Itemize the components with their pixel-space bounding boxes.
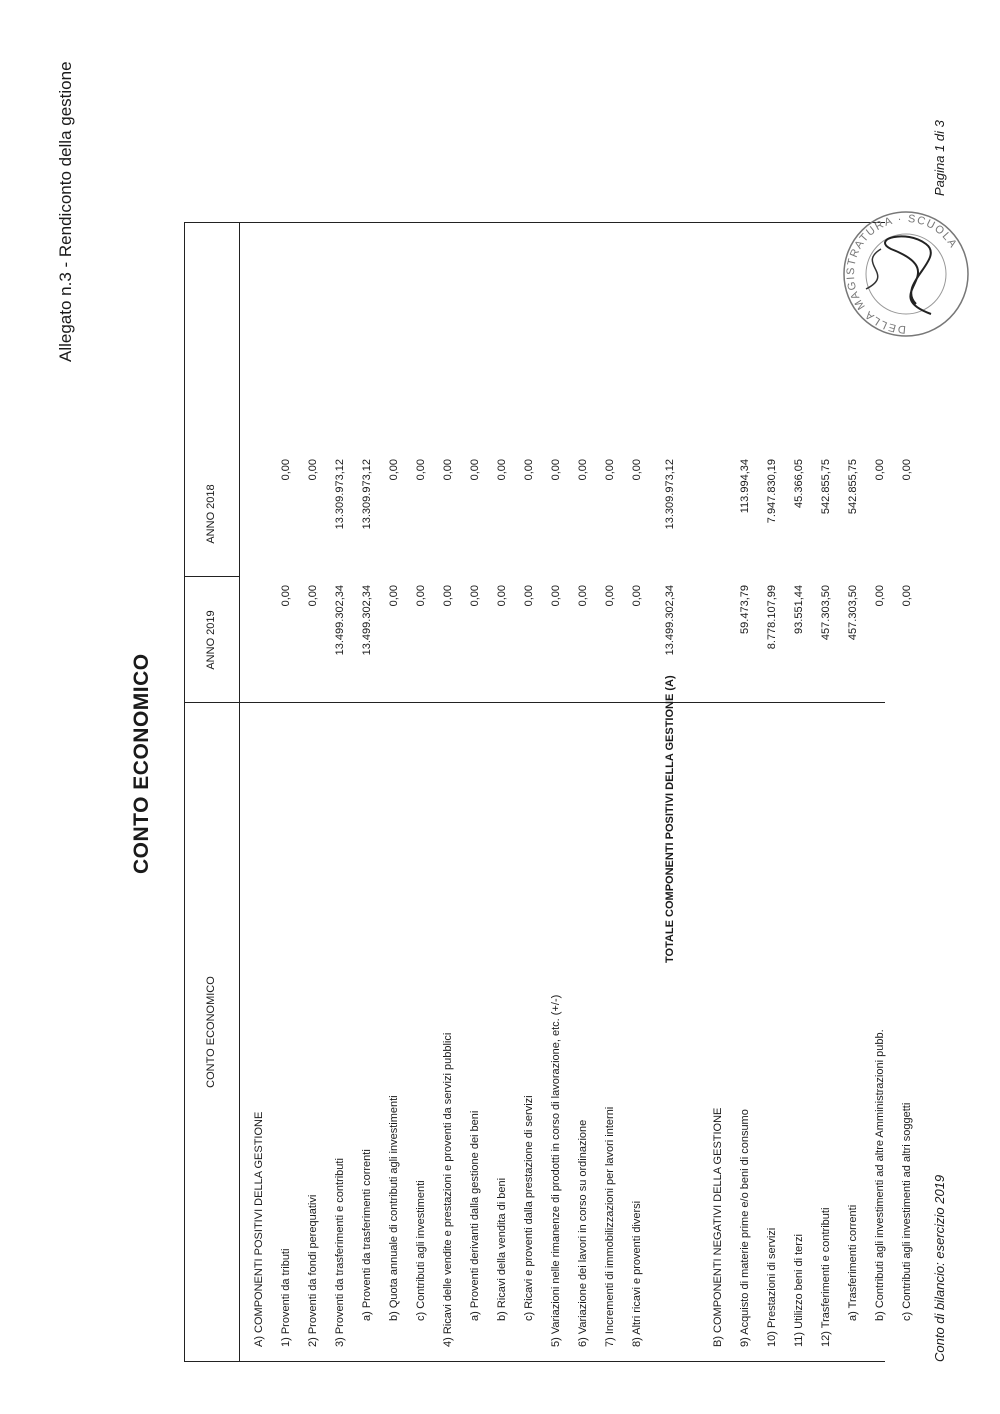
row-label: 4) Ricavi delle vendite e prestazioni e proventi da servizi pubblici	[442, 1032, 454, 1347]
value-2018: 13.309.973,12	[664, 459, 676, 530]
value-2018: 0,00	[577, 459, 589, 481]
header-anno-2018: ANNO 2018	[205, 484, 217, 544]
table-row	[544, 223, 570, 1361]
row-label: 2) Proventi da fondi perequativi	[307, 1194, 319, 1347]
row-label: 7) Incrementi di immobilizzazioni per lavori interni	[604, 1106, 616, 1347]
table-row	[301, 223, 327, 1361]
value-2019: 13.499.302,34	[361, 585, 373, 656]
row-label: b) Contributi agli investimenti ad altre Amministrazioni pubb.	[874, 1029, 886, 1321]
value-2019: 0,00	[415, 585, 427, 607]
row-label: 1) Proventi da tributi	[280, 1248, 292, 1347]
row-label: 12) Trasferimenti e contributi	[820, 1207, 832, 1347]
row-label: c) Ricavi e proventi dalla prestazione di servizi	[523, 1095, 535, 1321]
value-2019: 0,00	[901, 585, 913, 607]
value-2019: 0,00	[523, 585, 535, 607]
value-2018: 0,00	[874, 459, 886, 481]
value-2019: 0,00	[280, 585, 292, 607]
table-row	[409, 223, 435, 1361]
value-2018: 45.366,05	[793, 459, 805, 508]
table-row	[658, 223, 684, 1361]
value-2018: 0,00	[901, 459, 913, 481]
value-2019: 0,00	[496, 585, 508, 607]
value-2019: 0,00	[307, 585, 319, 607]
page-number: Pagina 1 di 3	[932, 120, 947, 196]
stamp-text: DELLA MAGISTRATURA · SCUOLA	[844, 212, 960, 336]
value-2019: 59.473,79	[739, 585, 751, 634]
value-2019: 0,00	[631, 585, 643, 607]
value-2019: 13.499.302,34	[664, 585, 676, 656]
value-2018: 0,00	[631, 459, 643, 481]
value-2018: 0,00	[496, 459, 508, 481]
value-2018: 113.994,34	[739, 459, 751, 514]
value-2018: 13.309.973,12	[361, 459, 373, 530]
value-2018: 13.309.973,12	[334, 459, 346, 530]
official-stamp	[836, 204, 976, 344]
row-label: A) COMPONENTI POSITIVI DELLA GESTIONE	[253, 1111, 265, 1347]
value-2018: 0,00	[442, 459, 454, 481]
row-label: 8) Altri ricavi e proventi diversi	[631, 1200, 643, 1347]
value-2018: 0,00	[280, 459, 292, 481]
table-row	[382, 223, 408, 1361]
row-label: b) Quota annuale di contributi agli investimenti	[388, 1095, 400, 1321]
row-label: TOTALE COMPONENTI POSITIVI DELLA GESTIONE (A)	[664, 675, 676, 963]
row-label: 10) Prestazioni di servizi	[766, 1227, 778, 1347]
value-2018: 0,00	[604, 459, 616, 481]
header-note: Allegato n.3 - Rendiconto della gestione	[56, 61, 75, 362]
value-2018: 542.855,75	[847, 459, 859, 515]
row-label: 5) Variazioni nelle rimanenze di prodotti in corso di lavorazione, etc. (+/-)	[550, 994, 562, 1347]
value-2018: 7.947.830,19	[766, 459, 778, 524]
row-label: a) Proventi da trasferimenti correnti	[361, 1149, 373, 1321]
value-2018: 0,00	[307, 459, 319, 481]
row-label: c) Contributi agli investimenti ad altri soggetti	[901, 1102, 913, 1321]
row-label: b) Ricavi della vendita di beni	[496, 1177, 508, 1321]
value-2019: 0,00	[577, 585, 589, 607]
table-row	[274, 223, 300, 1361]
table-row	[247, 223, 273, 1361]
value-2018: 0,00	[388, 459, 400, 481]
table-row	[598, 223, 624, 1361]
value-2018: 0,00	[550, 459, 562, 481]
table-row	[463, 223, 489, 1361]
table-row	[760, 223, 786, 1361]
page-title: CONTO ECONOMICO	[130, 653, 153, 874]
value-2019: 8.778.107,99	[766, 585, 778, 650]
value-2018: 0,00	[415, 459, 427, 481]
table-row	[328, 223, 354, 1361]
table-row	[787, 223, 813, 1361]
value-2019: 0,00	[442, 585, 454, 607]
table-row	[436, 223, 462, 1361]
row-label: 11) Utilizzo beni di terzi	[793, 1234, 805, 1347]
table-row	[895, 223, 921, 1361]
column-divider	[185, 576, 239, 577]
value-2018: 542.855,75	[820, 459, 832, 515]
row-label: 3) Proventi da trasferimenti e contributi	[334, 1158, 346, 1347]
table-row	[868, 223, 894, 1361]
value-2019: 457.303,50	[847, 585, 859, 641]
value-2019: 13.499.302,34	[334, 585, 346, 656]
header-conto-economico: CONTO ECONOMICO	[205, 976, 217, 1088]
value-2019: 0,00	[604, 585, 616, 607]
table-row	[625, 223, 651, 1361]
table-row	[706, 223, 732, 1361]
value-2019: 0,00	[550, 585, 562, 607]
footer-exercise-note: Conto di bilancio: esercizio 2019	[932, 1174, 947, 1362]
value-2018: 0,00	[469, 459, 481, 481]
table-row	[490, 223, 516, 1361]
value-2019: 0,00	[874, 585, 886, 607]
table-row	[517, 223, 543, 1361]
value-2019: 457.303,50	[820, 585, 832, 641]
row-label: a) Proventi derivanti dalla gestione dei beni	[469, 1110, 481, 1321]
value-2018: 0,00	[523, 459, 535, 481]
row-label: c) Contributi agli investimenti	[415, 1180, 427, 1321]
table-row	[355, 223, 381, 1361]
table-row	[571, 223, 597, 1361]
value-2019: 0,00	[469, 585, 481, 607]
table-row	[814, 223, 840, 1361]
row-label: a) Trasferimenti correnti	[847, 1204, 859, 1321]
value-2019: 0,00	[388, 585, 400, 607]
row-label: 9) Acquisto di materie prime e/o beni di consumo	[739, 1109, 751, 1347]
header-anno-2019: ANNO 2019	[205, 610, 217, 670]
table-row	[841, 223, 867, 1361]
table-header	[185, 223, 240, 1361]
row-label: 6) Variazione dei lavori in corso su ordinazione	[577, 1119, 589, 1347]
table-row	[733, 223, 759, 1361]
row-label: B) COMPONENTI NEGATIVI DELLA GESTIONE	[712, 1107, 724, 1347]
stamp-icon	[836, 204, 976, 344]
value-2019: 93.551,44	[793, 585, 805, 634]
